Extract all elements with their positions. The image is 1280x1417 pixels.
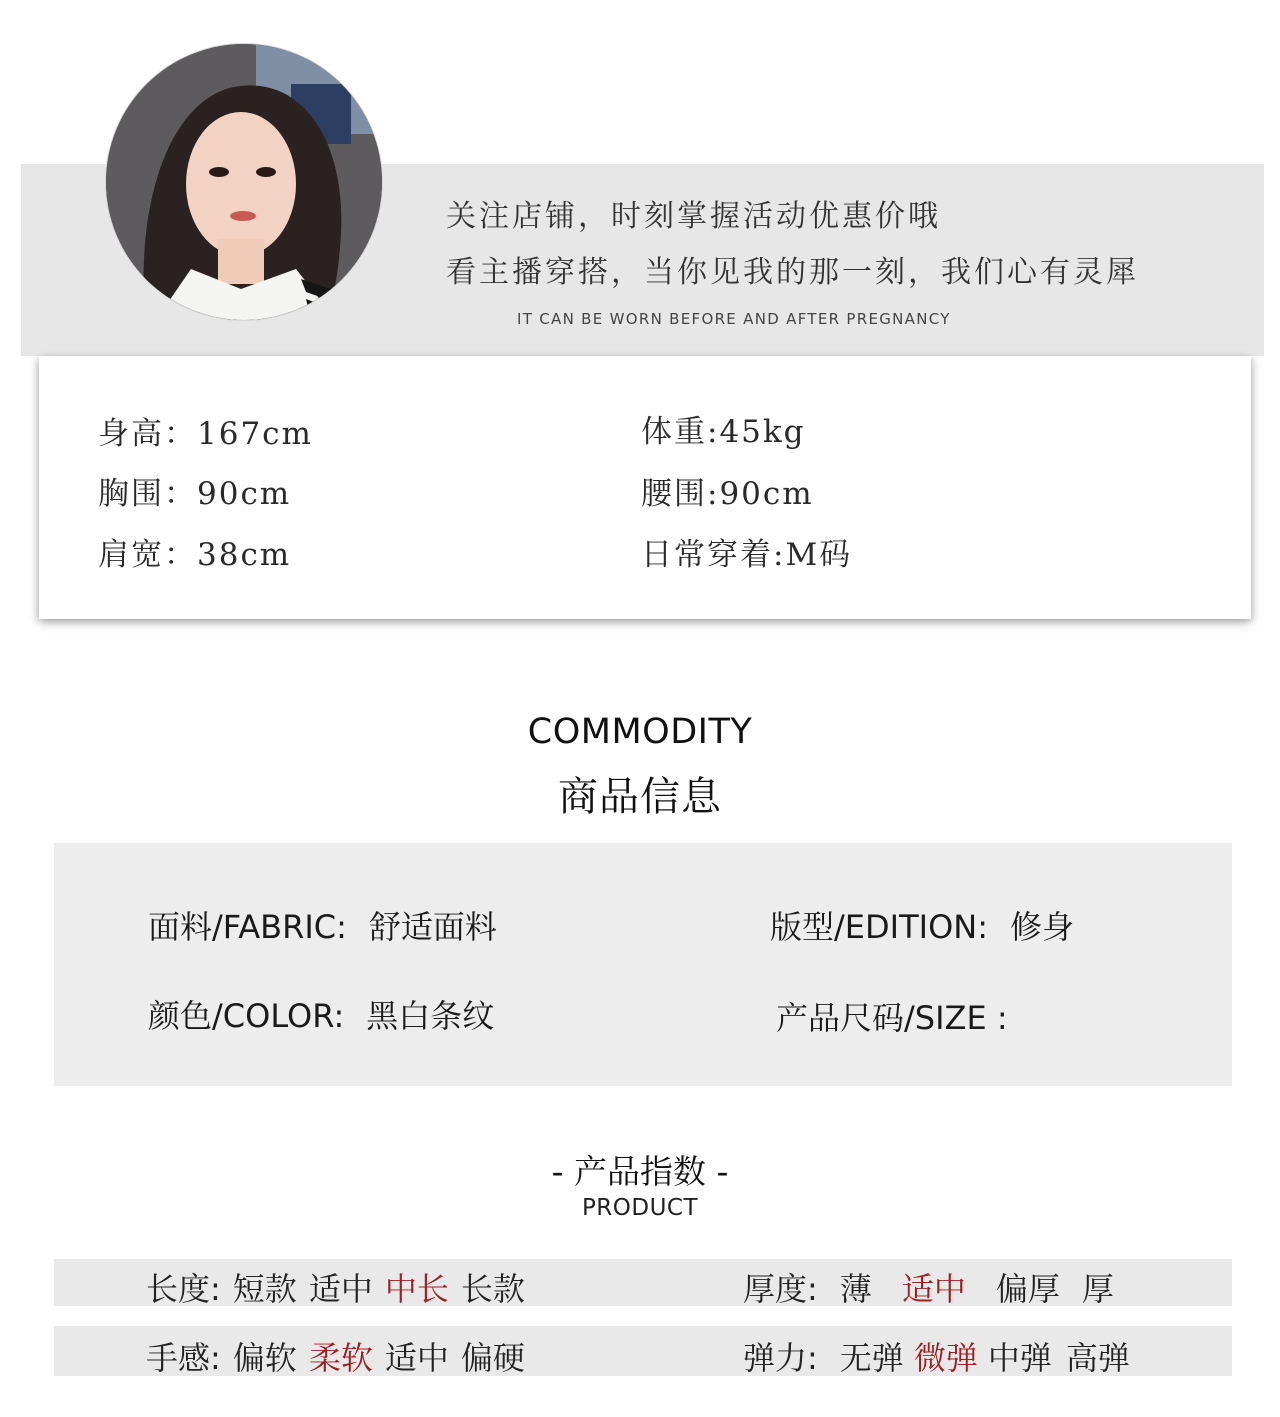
elasticity-option: 微弹 [913,1339,978,1377]
commodity-title-en: COMMODITY [527,712,753,752]
size-label: 产品尺码/SIZE : [776,999,1008,1037]
commodity-info-box [54,843,1232,1086]
slogan-english: IT CAN BE WORN BEFORE AND AFTER PREGNANCY [517,310,951,328]
product-index-title-en: PRODUCT [581,1195,699,1221]
size-row [776,993,1008,1039]
edition-label: 版型/EDITION: [770,908,988,946]
elasticity-option: 中弹 [987,1339,1052,1377]
length-option: 长款 [460,1270,525,1308]
slogan-line-2: 看主播穿搭，当你见我的那一刻，我们心有灵犀 [446,255,1139,290]
color-label: 颜色/COLOR: [148,997,345,1035]
thickness-option: 适中 [901,1270,966,1308]
thickness-option: 偏厚 [995,1270,1060,1308]
fabric-label: 面料/FABRIC: [148,908,347,946]
thickness-option: 薄 [839,1270,872,1308]
feel-option: 柔软 [308,1339,373,1377]
feel-option: 适中 [384,1339,449,1377]
fabric-row [148,902,497,948]
commodity-title-cn: 商品信息 [558,774,722,820]
color-value: 黑白条纹 [366,997,495,1035]
model-avatar [106,44,382,320]
product-index-title-cn: - 产品指数 - [551,1152,729,1191]
length-option: 中长 [384,1270,449,1308]
model-weight: 体重:45kg [641,414,806,450]
length-option: 适中 [308,1270,373,1308]
slogan-line-1: 关注店铺，时刻掌握活动优惠价哦 [446,199,941,234]
feel-index [146,1333,525,1379]
elasticity-option: 高弹 [1065,1339,1130,1377]
edition-value: 修身 [1009,908,1074,946]
model-shoulder: 肩宽：38cm [98,537,292,573]
feel-option: 偏硬 [460,1339,525,1377]
model-daily-size: 日常穿着:M码 [641,537,853,573]
thickness-index [743,1264,1114,1310]
thickness-label: 厚度: [743,1270,818,1308]
elasticity-label: 弹力: [743,1339,818,1377]
model-bust: 胸围：90cm [98,476,292,512]
feel-label: 手感: [146,1339,221,1377]
elasticity-index [743,1333,1130,1379]
model-waist: 腰围:90cm [641,476,814,512]
model-height: 身高：167cm [98,416,313,452]
color-row [148,991,494,1037]
length-index [146,1264,525,1310]
feel-option: 偏软 [232,1339,297,1377]
elasticity-option: 无弹 [839,1339,904,1377]
length-label: 长度: [146,1270,221,1308]
edition-row [770,902,1074,948]
thickness-option: 厚 [1081,1270,1114,1308]
length-option: 短款 [232,1270,297,1308]
fabric-value: 舒适面料 [368,908,497,946]
